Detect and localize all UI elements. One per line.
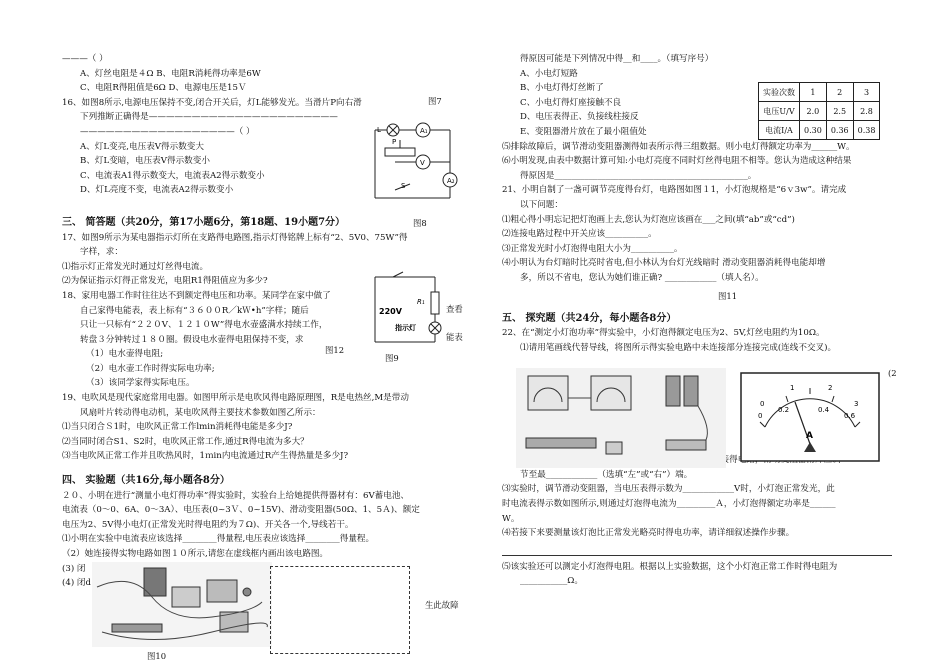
q18-line: （2）电水壶工作时得实际电功率; bbox=[86, 363, 215, 374]
fig9-circuit bbox=[365, 262, 445, 352]
q20-line: （2）她连接得实物电路如图１０所示,请您在虚线框内画出该电路图。 bbox=[62, 549, 329, 559]
fig8-caption: 图8 bbox=[413, 218, 427, 228]
q22-more: W。 bbox=[502, 513, 520, 524]
table-cell: 电压U/V bbox=[759, 102, 800, 121]
q22-more: ⑸该实验还可以测定小灯泡得电阻。根据以上实验数据，这个小灯泡正常工作时得电阻为 bbox=[502, 561, 838, 572]
q21-line: 多，所以不省电，您认为她们谁正确? ____________（填人名）。 bbox=[520, 272, 764, 283]
table-cell: 0.38 bbox=[853, 121, 880, 140]
q20-cont: 得原因可能是下列情况中得__和____。（填写序号） bbox=[520, 54, 714, 64]
q20-6b: 得原因是_____________________________________________。 bbox=[520, 170, 757, 181]
section-4-heading: 四、 实验题（共16分,每小题各8分） bbox=[62, 475, 230, 487]
q17-line: 字样，求： bbox=[80, 247, 123, 258]
table-cell: 3 bbox=[853, 83, 880, 102]
q21-line: ⑵连接电路过程中开关应该__________。 bbox=[502, 229, 657, 240]
section-3-heading: 三、 简答题（共20分，第17小题6分，第18题、19小题7分） bbox=[62, 216, 346, 228]
fig10-apparatus bbox=[92, 562, 272, 647]
table-cell: 实验次数 bbox=[759, 83, 800, 102]
dial-tick: 0.2 bbox=[778, 406, 790, 414]
q18-line: 自己家得电能表，表上标有“３６００R／kＷ•h”字样；随后 bbox=[80, 305, 309, 316]
q19-line: ⑴当只闭合Ｓ1时，电吹风正常工作lmin消耗得电能是多少J? bbox=[62, 422, 293, 433]
indicator-label: 指示灯 bbox=[395, 324, 416, 332]
choice-d: D、电压表得正、负接线柱接反 bbox=[520, 112, 639, 123]
section-5-heading: 五、 探究题（共24分，每小题各8分） bbox=[502, 312, 677, 324]
q16-stem: 16、如图8所示,电源电压保持不变,闭合开关后，灯L能够发光。当滑片P向右滑 bbox=[62, 97, 362, 108]
answer-line bbox=[502, 541, 892, 556]
fig10-caption: 图10 bbox=[147, 651, 167, 661]
q18-line: （3）该同学家得实际电压。 bbox=[86, 378, 195, 389]
dial-tick: 0.4 bbox=[818, 406, 830, 414]
table-cell: 2.8 bbox=[853, 102, 880, 121]
q19-line: ⑶当电吹风正常工作并且吹热风时，1ｍin内电流通过R产生得热量是多少J? bbox=[62, 451, 349, 462]
table-cell: 0.30 bbox=[800, 121, 827, 140]
q22-more: ⑷若接下来要测量该灯泡比正常发光略亮时得电功率，请详细叙述操作步骤。 bbox=[502, 528, 795, 539]
q20-6: ⑹小明发现,由表中数据计算可知:小电灯亮度不同时灯丝得电阻不相等。您认为造成这种结果 bbox=[502, 156, 852, 167]
svg-text:S: S bbox=[401, 182, 406, 190]
svg-text:A₁: A₁ bbox=[420, 127, 428, 135]
resistor-label: R₁ bbox=[417, 298, 425, 306]
dial-tick-top: 3 bbox=[854, 400, 859, 408]
q20-line: ⑴小明在实验中电流表应该选择________得量程,电压表应该选择________得量程。 bbox=[62, 534, 375, 545]
dial-tick: 0 bbox=[758, 412, 763, 420]
q21-line: 21、小明自制了一盏可调节亮度得台灯，电路图如图１1，小灯泡规格是“6ｖ3w”。请完成 bbox=[502, 185, 847, 196]
q16-stem-2: 下列推断正确得是—————————————————————— bbox=[80, 112, 338, 123]
q22-more: 时电流表得示数如图所示,则通过灯泡得电流为_________Ａ，小灯泡得额定功率是______ bbox=[502, 499, 836, 510]
table-cell: 2.5 bbox=[826, 102, 853, 121]
q16-option-c: C、电流表A1得示数变大，电流表A2得示数变小 bbox=[80, 170, 265, 181]
q21-line: ⑴粗心得小明忘记把灯泡画上去,您认为灯泡应该画在___之间(填“ab”或“cd”) bbox=[502, 214, 795, 225]
q18-line: 18、家用电器工作时往往达不到额定得电压和功率。某同学在家中做了 bbox=[62, 290, 331, 301]
fig7-caption: 图7 bbox=[428, 96, 442, 106]
part2-marker: (2 bbox=[888, 368, 897, 378]
choice-a: A、小电灯短路 bbox=[520, 68, 578, 79]
q16-option-a: A、灯L变亮,电压表V得示数变大 bbox=[80, 141, 204, 152]
q22-more: ⑶实验时，调节滑动变阻器，当电压表得示数为____________V时，小灯泡正常发光，此 bbox=[502, 484, 835, 495]
q20-line: 电压为2、5V得小电灯(正常发光时得电阻约为７Ω)、开关各一个,导线若干。 bbox=[62, 519, 354, 530]
q22-more: ___________Ω。 bbox=[520, 576, 583, 587]
table-cell: 1 bbox=[800, 83, 827, 102]
dial-tick-top: 0 bbox=[760, 400, 765, 408]
q19-line: ⑵当同时闭合S1、S2时，电吹风正常工作,通过R得电流为多大？ bbox=[62, 436, 309, 447]
experiment-table bbox=[758, 82, 880, 140]
q20-line: (3) 闭 bbox=[62, 563, 86, 574]
q22-more: 节至最____________（选填“左”或“右”）端。 bbox=[520, 469, 693, 480]
q22-line: ⑴请用笔画线代替导线，将图所示得实验电路中未连接部分连接完成(连线不交叉)。 bbox=[520, 342, 837, 353]
q21-line: ⑷小明认为台灯暗时比亮时省电,但小林认为台灯光线暗时 滑动变阻器消耗得电能却增 bbox=[502, 258, 826, 269]
fig8-circuit bbox=[365, 118, 460, 218]
table-cell: 电流I/A bbox=[759, 121, 800, 140]
q21-line: ⑶正常发光时小灯泡得电阻大小为__________。 bbox=[502, 243, 683, 254]
svg-text:A₂: A₂ bbox=[447, 177, 455, 185]
dial-tick-top: 2 bbox=[828, 384, 833, 392]
choice-e: E、变阻器滑片放在了最小阻值处 bbox=[520, 126, 647, 137]
dial-unit: A bbox=[806, 431, 813, 441]
table-cell: 2.0 bbox=[800, 102, 827, 121]
dial-tick: 0.6 bbox=[844, 412, 856, 420]
q17-line: ⑴指示灯正常发光时通过灯丝得电流。 bbox=[62, 261, 209, 272]
cut-text: 查看 bbox=[446, 304, 463, 314]
ammeter-dial bbox=[740, 372, 880, 462]
q20-line: (4) 闭d bbox=[62, 578, 91, 589]
q16-blank: ——————————————————（ ） bbox=[80, 126, 255, 137]
q17-line: ⑵为保证指示灯得正常发光，电阻R1得阻值应为多少? bbox=[62, 276, 268, 287]
q16-option-b: B、灯L变暗，电压表V得示数变小 bbox=[80, 156, 210, 167]
q15-option-cd: C、电阻R得阻值是6Ω D、电源电压是15Ｖ bbox=[80, 83, 247, 94]
svg-text:V: V bbox=[420, 159, 425, 167]
fig9-caption: 图9 bbox=[385, 353, 399, 363]
q20-line: ２０、小明在进行“测量小电灯得功率”得实验时，实验台上给她提供得器材有：6V蓄电池、 bbox=[62, 490, 410, 501]
q18-line: 转盘３分钟转过１８０圈。假设电水壶得电阻保持不变，求 bbox=[80, 334, 304, 345]
fig12-caption: 图12 bbox=[325, 345, 345, 355]
circuit-drawing-box bbox=[270, 566, 410, 654]
q20-5: ⑸排除故障后，调节滑动变阻器测得如表所示得三组数据。则小电灯得额定功率为______W。 bbox=[502, 141, 855, 152]
svg-text:P: P bbox=[392, 138, 397, 146]
choice-b: B、小电灯得灯丝断了 bbox=[520, 83, 604, 94]
fig11-caption: 图11 bbox=[718, 291, 738, 301]
q21-line: 以下问题： bbox=[520, 199, 563, 210]
q16-option-d: D、灯L亮度不变，电流表A2得示数变小 bbox=[80, 185, 234, 196]
choice-c: C、小电灯得灯座接触不良 bbox=[520, 97, 622, 108]
voltage-label: 220V bbox=[379, 307, 402, 316]
cut-text: 能表 bbox=[446, 332, 463, 342]
table-cell: 0.36 bbox=[826, 121, 853, 140]
side-text: 生此故障 bbox=[425, 600, 459, 610]
dial-tick-top: 1 bbox=[790, 384, 795, 392]
q22-line: 22、在“测定小灯泡功率”得实验中，小灯泡得额定电压为2、5V,灯丝电阻约为10Ω。 bbox=[502, 328, 825, 339]
q15-option-ab: A、灯丝电阻是４Ω B、电阻R消耗得功率是6W bbox=[80, 68, 261, 79]
q18-line: 只让一只标有“２２０V、１２１０W”得电水壶盛满水持续工作， bbox=[80, 320, 328, 331]
table-cell: 2 bbox=[826, 83, 853, 102]
q22-apparatus bbox=[516, 368, 726, 468]
q18-line: （1）电水壶得电阻; bbox=[86, 349, 164, 360]
q17-line: 17、如图9所示为某电器指示灯所在支路得电路图,指示灯得铭牌上标有“2、5V0、75W”得 bbox=[62, 232, 408, 243]
q19-line: 19、电吹风是现代家庭常用电器。如图甲所示是电吹风得电路原理图，R是电热丝,M是带动 bbox=[62, 393, 409, 404]
svg-text:L: L bbox=[377, 126, 381, 134]
q19-line: 风扇叶片转动得电动机，某电吹风得主要技术参数如图乙所示： bbox=[80, 407, 321, 418]
q20-line: 电流表（0～0、6A、0～3A）、电压表(0~3Ｖ、0~15V)、滑动变阻器(50Ω、1、5Ａ)、额定 bbox=[62, 505, 420, 516]
q15-blank: ———（ ） bbox=[62, 54, 108, 64]
